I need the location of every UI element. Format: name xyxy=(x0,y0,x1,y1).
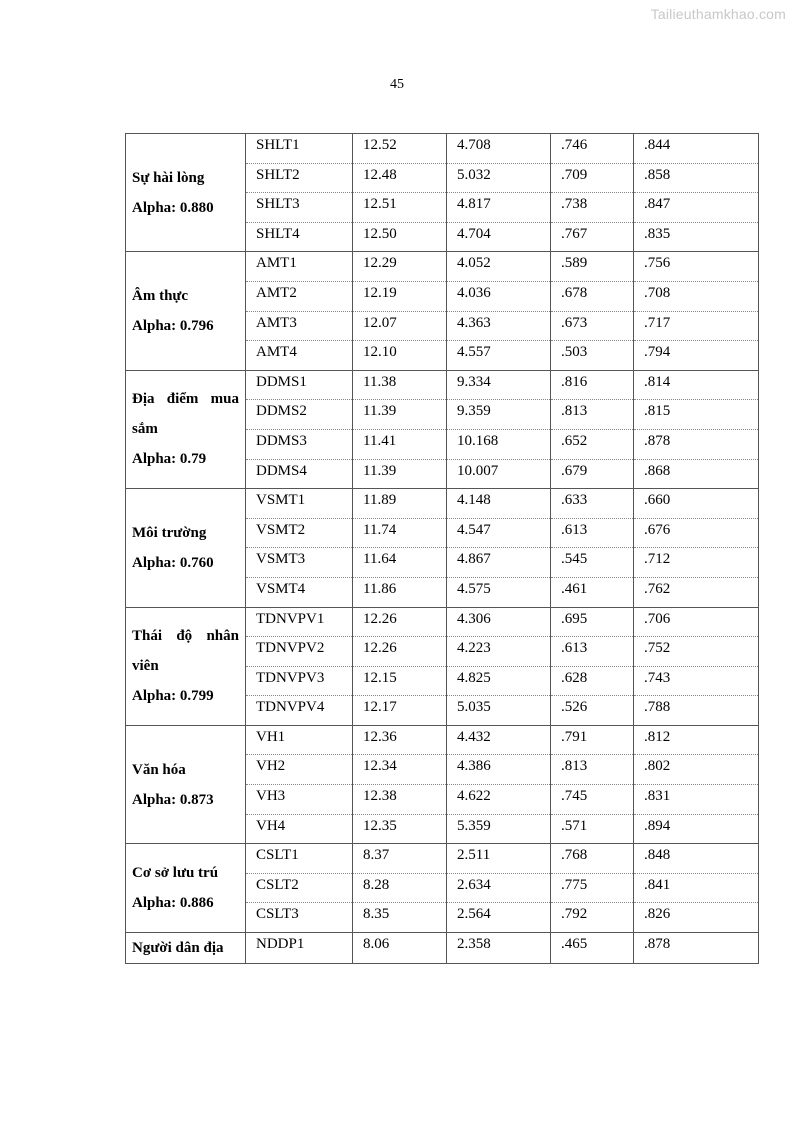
table-cell: 12.26 xyxy=(353,637,447,667)
table-cell: .878 xyxy=(634,933,759,964)
group-label-cell xyxy=(126,844,246,933)
table-body xyxy=(126,134,759,964)
table-cell: .756 xyxy=(634,252,759,282)
table-row xyxy=(126,844,759,874)
table-cell: .826 xyxy=(634,903,759,933)
variable-code: AMT3 xyxy=(246,311,353,341)
table-cell: 2.358 xyxy=(447,933,551,964)
table-cell: .613 xyxy=(551,637,634,667)
table-cell: .679 xyxy=(551,459,634,489)
table-cell: 4.575 xyxy=(447,577,551,607)
variable-code: AMT4 xyxy=(246,341,353,371)
table-cell: 4.386 xyxy=(447,755,551,785)
table-cell: .858 xyxy=(634,163,759,193)
table-cell: 4.825 xyxy=(447,666,551,696)
variable-code: TDNVPV1 xyxy=(246,607,353,637)
table-cell: 9.359 xyxy=(447,400,551,430)
variable-code: SHLT2 xyxy=(246,163,353,193)
table-cell: .844 xyxy=(634,134,759,164)
table-cell: 11.38 xyxy=(353,370,447,400)
table-cell: 12.38 xyxy=(353,785,447,815)
table-cell: 12.36 xyxy=(353,725,447,755)
table-cell: .835 xyxy=(634,222,759,252)
table-row xyxy=(126,370,759,400)
table-cell: 4.557 xyxy=(447,341,551,371)
table-cell: .794 xyxy=(634,341,759,371)
group-alpha: Alpha: 0.79 xyxy=(132,451,207,468)
table-cell: .589 xyxy=(551,252,634,282)
group-alpha: Alpha: 0.760 xyxy=(132,554,214,571)
table-cell: 8.06 xyxy=(353,933,447,964)
table-cell: 4.036 xyxy=(447,281,551,311)
table-cell: .461 xyxy=(551,577,634,607)
table-cell: .812 xyxy=(634,725,759,755)
group-alpha: Alpha: 0.799 xyxy=(132,688,214,705)
table-cell: 11.86 xyxy=(353,577,447,607)
table-cell: 5.032 xyxy=(447,163,551,193)
table-cell: .813 xyxy=(551,400,634,430)
table-cell: .841 xyxy=(634,873,759,903)
table-cell: 4.306 xyxy=(447,607,551,637)
table-cell: 4.708 xyxy=(447,134,551,164)
table-cell: 8.28 xyxy=(353,873,447,903)
variable-code: AMT2 xyxy=(246,281,353,311)
table-cell: .767 xyxy=(551,222,634,252)
reliability-table xyxy=(125,133,759,964)
table-cell: 12.52 xyxy=(353,134,447,164)
group-name: Địa điểm mua sắm xyxy=(132,391,239,438)
group-alpha: Alpha: 0.796 xyxy=(132,318,214,335)
table-cell: .708 xyxy=(634,281,759,311)
table-cell: 4.363 xyxy=(447,311,551,341)
table-cell: .709 xyxy=(551,163,634,193)
table-cell: .762 xyxy=(634,577,759,607)
group-label-cell xyxy=(126,933,246,964)
table-cell: .792 xyxy=(551,903,634,933)
table-cell: .695 xyxy=(551,607,634,637)
group-name: Văn hóa xyxy=(132,761,186,778)
variable-code: SHLT1 xyxy=(246,134,353,164)
table-cell: 12.26 xyxy=(353,607,447,637)
table-cell: 12.48 xyxy=(353,163,447,193)
table-cell: 8.37 xyxy=(353,844,447,874)
table-cell: 4.223 xyxy=(447,637,551,667)
table-cell: 12.50 xyxy=(353,222,447,252)
table-cell: 11.74 xyxy=(353,518,447,548)
variable-code: SHLT3 xyxy=(246,193,353,223)
group-name: Môi trường xyxy=(132,524,207,541)
table-cell: 10.007 xyxy=(447,459,551,489)
variable-code: VSMT2 xyxy=(246,518,353,548)
variable-code: VH1 xyxy=(246,725,353,755)
group-label-cell xyxy=(126,134,246,252)
table-cell: 11.39 xyxy=(353,459,447,489)
variable-code: NDDP1 xyxy=(246,933,353,964)
group-name: Cơ sở lưu trú xyxy=(132,865,219,882)
group-name: Sự hài lòng xyxy=(132,169,205,186)
table-cell: 4.432 xyxy=(447,725,551,755)
table-cell: .717 xyxy=(634,311,759,341)
table-cell: .878 xyxy=(634,429,759,459)
table-cell: .613 xyxy=(551,518,634,548)
table-cell: .788 xyxy=(634,696,759,726)
table-row xyxy=(126,607,759,637)
variable-code: VH3 xyxy=(246,785,353,815)
table-cell: .673 xyxy=(551,311,634,341)
variable-code: VSMT1 xyxy=(246,489,353,519)
group-label-cell xyxy=(126,252,246,370)
table-cell: .814 xyxy=(634,370,759,400)
table-cell: .743 xyxy=(634,666,759,696)
table-cell: .775 xyxy=(551,873,634,903)
group-name: Âm thực xyxy=(132,288,189,305)
table-cell: 10.168 xyxy=(447,429,551,459)
watermark: Tailieuthamkhao.com xyxy=(650,6,786,22)
table-cell: .815 xyxy=(634,400,759,430)
table-cell: .465 xyxy=(551,933,634,964)
page-number: 45 xyxy=(390,77,404,92)
table-cell: .848 xyxy=(634,844,759,874)
table-cell: .526 xyxy=(551,696,634,726)
group-label-cell xyxy=(126,725,246,843)
table-cell: .868 xyxy=(634,459,759,489)
table-cell: .791 xyxy=(551,725,634,755)
table-row xyxy=(126,252,759,282)
variable-code: AMT1 xyxy=(246,252,353,282)
variable-code: DDMS4 xyxy=(246,459,353,489)
table-cell: 12.15 xyxy=(353,666,447,696)
table-cell: .894 xyxy=(634,814,759,844)
group-label-cell xyxy=(126,489,246,607)
table-cell: 11.89 xyxy=(353,489,447,519)
table-cell: .831 xyxy=(634,785,759,815)
table-cell: .545 xyxy=(551,548,634,578)
table-cell: .813 xyxy=(551,755,634,785)
table-cell: 4.622 xyxy=(447,785,551,815)
table-cell: .652 xyxy=(551,429,634,459)
variable-code: TDNVPV3 xyxy=(246,666,353,696)
variable-code: VH4 xyxy=(246,814,353,844)
table-cell: 4.817 xyxy=(447,193,551,223)
table-cell: 11.41 xyxy=(353,429,447,459)
group-alpha: Alpha: 0.880 xyxy=(132,199,214,216)
variable-code: TDNVPV4 xyxy=(246,696,353,726)
table-cell: .571 xyxy=(551,814,634,844)
table-cell: 12.51 xyxy=(353,193,447,223)
table-cell: 4.148 xyxy=(447,489,551,519)
table-cell: .676 xyxy=(634,518,759,548)
table-row xyxy=(126,134,759,164)
table-cell: .738 xyxy=(551,193,634,223)
table-cell: .746 xyxy=(551,134,634,164)
table-cell: 2.511 xyxy=(447,844,551,874)
table-cell: .802 xyxy=(634,755,759,785)
variable-code: VH2 xyxy=(246,755,353,785)
table-cell: 12.17 xyxy=(353,696,447,726)
variable-code: SHLT4 xyxy=(246,222,353,252)
table-cell: 4.052 xyxy=(447,252,551,282)
table-cell: .712 xyxy=(634,548,759,578)
table-cell: 9.334 xyxy=(447,370,551,400)
table-row xyxy=(126,933,759,964)
variable-code: CSLT1 xyxy=(246,844,353,874)
table-cell: .752 xyxy=(634,637,759,667)
table-cell: 12.35 xyxy=(353,814,447,844)
table-cell: 5.359 xyxy=(447,814,551,844)
variable-code: TDNVPV2 xyxy=(246,637,353,667)
table-cell: .745 xyxy=(551,785,634,815)
table-cell: 12.34 xyxy=(353,755,447,785)
table-cell: 2.634 xyxy=(447,873,551,903)
table-cell: 12.19 xyxy=(353,281,447,311)
table-cell: 4.704 xyxy=(447,222,551,252)
group-alpha: Alpha: 0.886 xyxy=(132,895,214,912)
table-cell: 11.64 xyxy=(353,548,447,578)
table-cell: 12.07 xyxy=(353,311,447,341)
variable-code: DDMS2 xyxy=(246,400,353,430)
table-row xyxy=(126,489,759,519)
table-cell: 11.39 xyxy=(353,400,447,430)
table-cell: 4.547 xyxy=(447,518,551,548)
table-cell: 4.867 xyxy=(447,548,551,578)
variable-code: DDMS3 xyxy=(246,429,353,459)
variable-code: CSLT2 xyxy=(246,873,353,903)
table-cell: .628 xyxy=(551,666,634,696)
table-cell: 12.29 xyxy=(353,252,447,282)
table-cell: .847 xyxy=(634,193,759,223)
variable-code: VSMT3 xyxy=(246,548,353,578)
group-name: Thái độ nhân viên xyxy=(132,628,239,675)
table-cell: 12.10 xyxy=(353,341,447,371)
table-cell: .503 xyxy=(551,341,634,371)
table-cell: 5.035 xyxy=(447,696,551,726)
table-cell: 8.35 xyxy=(353,903,447,933)
variable-code: DDMS1 xyxy=(246,370,353,400)
table-row xyxy=(126,725,759,755)
group-label-cell xyxy=(126,607,246,725)
table-cell: .633 xyxy=(551,489,634,519)
variable-code: CSLT3 xyxy=(246,903,353,933)
table-cell: .706 xyxy=(634,607,759,637)
group-alpha: Alpha: 0.873 xyxy=(132,791,214,808)
table-cell: .660 xyxy=(634,489,759,519)
table-cell: .678 xyxy=(551,281,634,311)
table-cell: 2.564 xyxy=(447,903,551,933)
group-name: Người dân địa xyxy=(132,940,224,957)
group-label-cell xyxy=(126,370,246,488)
table-cell: .816 xyxy=(551,370,634,400)
variable-code: VSMT4 xyxy=(246,577,353,607)
table-cell: .768 xyxy=(551,844,634,874)
